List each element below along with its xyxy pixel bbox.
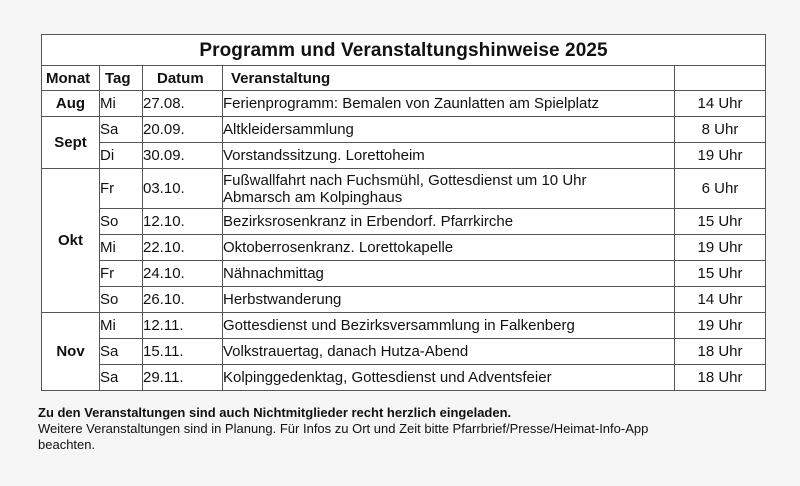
- cell-tag: Mi: [100, 313, 143, 339]
- cell-datum: 12.10.: [143, 209, 223, 235]
- cell-uhrzeit: 19 Uhr: [675, 235, 766, 261]
- table-row: [42, 313, 766, 339]
- cell-veranstaltung: Oktoberrosenkranz. Lorettokapelle: [223, 235, 675, 261]
- cell-uhrzeit: 15 Uhr: [675, 261, 766, 287]
- cell-veranstaltung: Gottesdienst und Bezirksversammlung in Falkenberg: [223, 313, 675, 339]
- cell-datum: 24.10.: [143, 261, 223, 287]
- cell-veranstaltung: [223, 169, 675, 209]
- cell-veranstaltung: Vorstandssitzung. Lorettoheim: [223, 143, 675, 169]
- footer-info: Weitere Veranstaltungen sind in Planung. Für Infos zu Ort und Zeit bitte Pfarrbrief/Presse/Heimat-Info-App: [38, 421, 649, 436]
- cell-uhrzeit: 8 Uhr: [675, 117, 766, 143]
- cell-datum: 29.11.: [143, 365, 223, 391]
- table-row: [42, 91, 766, 117]
- cell-veranstaltung: Herbstwanderung: [223, 287, 675, 313]
- cell-datum: 27.08.: [143, 91, 223, 117]
- month-okt: Okt: [42, 169, 100, 313]
- cell-tag: Fr: [100, 261, 143, 287]
- cell-tag: So: [100, 209, 143, 235]
- cell-tag: Mi: [100, 91, 143, 117]
- cell-tag: Sa: [100, 365, 143, 391]
- cell-tag: Sa: [100, 339, 143, 365]
- cell-uhrzeit: 15 Uhr: [675, 209, 766, 235]
- cell-uhrzeit: 18 Uhr: [675, 365, 766, 391]
- cell-datum: 22.10.: [143, 235, 223, 261]
- month-sept: Sept: [42, 117, 100, 169]
- table-row: [42, 261, 766, 287]
- cell-uhrzeit: 18 Uhr: [675, 339, 766, 365]
- table-row: [42, 365, 766, 391]
- program-table: [41, 34, 766, 391]
- cell-tag: Fr: [100, 169, 143, 209]
- month-aug: Aug: [42, 91, 100, 117]
- footer-notes: [38, 405, 778, 453]
- month-nov: Nov: [42, 313, 100, 391]
- cell-datum: 15.11.: [143, 339, 223, 365]
- table-row: [42, 117, 766, 143]
- cell-uhrzeit: 6 Uhr: [675, 169, 766, 209]
- cell-datum: 20.09.: [143, 117, 223, 143]
- event-line-1: Fußwallfahrt nach Fuchsmühl, Gottesdienst um 10 Uhr: [223, 171, 587, 189]
- table-row: [42, 339, 766, 365]
- header-row: [42, 66, 766, 91]
- cell-veranstaltung: Ferienprogramm: Bemalen von Zaunlatten am Spielplatz: [223, 91, 675, 117]
- cell-tag: Sa: [100, 117, 143, 143]
- header-uhrzeit: [675, 66, 766, 91]
- table-row: [42, 143, 766, 169]
- event-line-2: Abmarsch am Kolpinghaus: [223, 188, 403, 206]
- cell-uhrzeit: 19 Uhr: [675, 313, 766, 339]
- header-tag: Tag: [100, 66, 143, 91]
- header-veranstaltung: Veranstaltung: [223, 66, 675, 91]
- cell-datum: 30.09.: [143, 143, 223, 169]
- header-datum: Datum: [143, 66, 223, 91]
- cell-tag: So: [100, 287, 143, 313]
- footer-info-end: beachten.: [38, 437, 96, 452]
- cell-uhrzeit: 19 Uhr: [675, 143, 766, 169]
- header-monat: Monat: [42, 66, 100, 91]
- table-row: [42, 287, 766, 313]
- cell-tag: Di: [100, 143, 143, 169]
- cell-datum: 26.10.: [143, 287, 223, 313]
- cell-tag: Mi: [100, 235, 143, 261]
- table-title: Programm und Veranstaltungshinweise 2025: [42, 35, 766, 66]
- table-row: [42, 235, 766, 261]
- cell-veranstaltung: Kolpinggedenktag, Gottesdienst und Adventsfeier: [223, 365, 675, 391]
- cell-veranstaltung: Altkleidersammlung: [223, 117, 675, 143]
- cell-uhrzeit: 14 Uhr: [675, 287, 766, 313]
- table-row: [42, 209, 766, 235]
- cell-veranstaltung: Nähnachmittag: [223, 261, 675, 287]
- cell-datum: 12.11.: [143, 313, 223, 339]
- cell-veranstaltung: Bezirksrosenkranz in Erbendorf. Pfarrkirche: [223, 209, 675, 235]
- cell-uhrzeit: 14 Uhr: [675, 91, 766, 117]
- cell-datum: 03.10.: [143, 169, 223, 209]
- footer-invitation: Zu den Veranstaltungen sind auch Nichtmitglieder recht herzlich eingeladen.: [38, 405, 512, 420]
- cell-veranstaltung: Volkstrauertag, danach Hutza-Abend: [223, 339, 675, 365]
- table-row: [42, 169, 766, 209]
